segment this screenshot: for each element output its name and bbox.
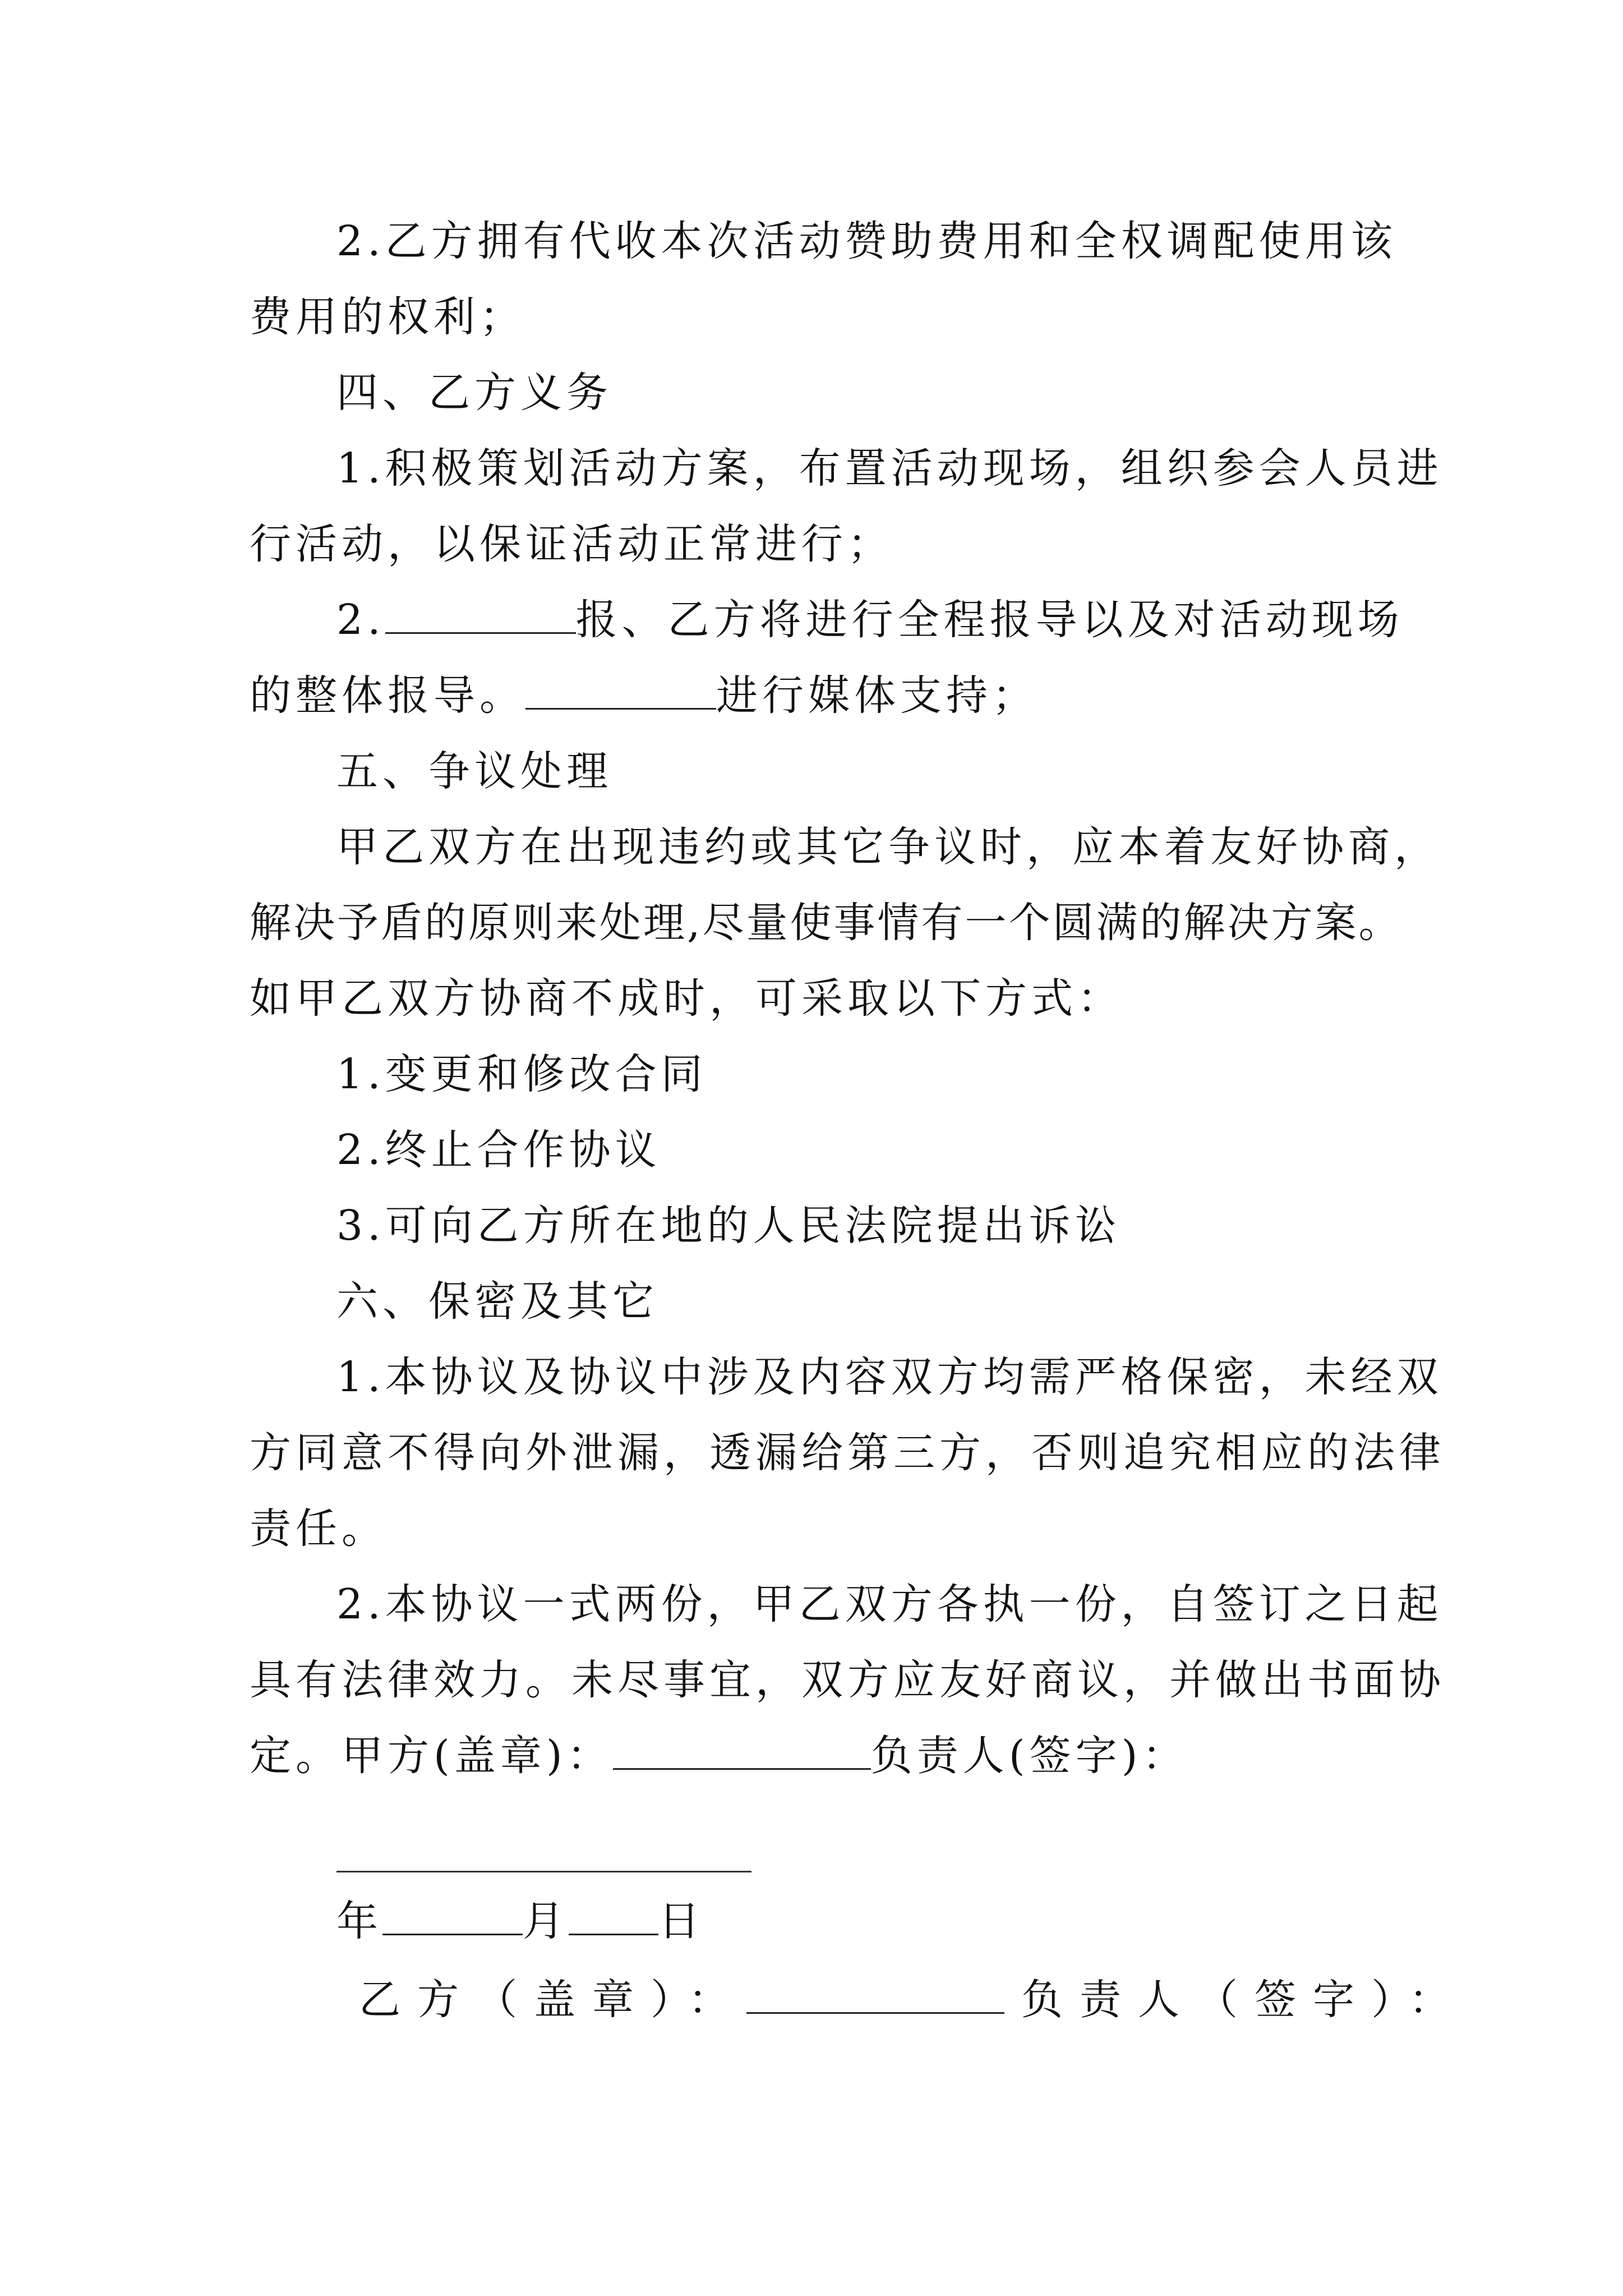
list-item: 1.变更和修改合同 [336,1050,707,1098]
month-blank[interactable] [569,1898,658,1935]
paragraph-line: 如甲乙双方协商不成时，可采取以下方式： [250,974,1123,1023]
signature-line-party-a [250,1731,1394,1781]
paragraph-line: 具有法律效力。未尽事宜，双方应友好商议，并做出书面协 [250,1656,1445,1704]
section-heading: 六、保密及其它 [336,1277,658,1326]
fill-in-blank[interactable] [525,672,716,710]
paragraph-line: 甲乙双方在出现违约或其它争议时，应本着友好协商， [336,823,1440,871]
line-text: 乙方（盖章）： [359,1976,746,2024]
line-text: 负责人（签字）： [1021,1976,1467,2024]
paragraph-line: 解决予盾的原则来处理,尽量使事情有一个圆满的解决方案。 [250,899,1403,947]
paragraph-line: 1.积极策划活动方案，布置活动现场，组织参会人员进 [336,444,1443,493]
date-line [336,1896,1402,1947]
paragraph-line [336,595,1402,645]
paragraph-line: 方同意不得向外泄漏，透漏给第三方，否则追究相应的法律 [250,1429,1445,1477]
signature-line-party-b [359,1975,1467,2025]
date-day-label: 日 [658,1897,704,1945]
paragraph-line: 2.乙方拥有代收本次活动赞助费用和全权调配使用该 [336,217,1397,265]
fill-in-blank[interactable] [385,596,576,634]
paragraph-line: 费用的权利； [250,293,525,341]
line-text: 定。甲方(盖章)： [250,1732,613,1780]
seal-blank-party-a[interactable] [613,1732,871,1770]
seal-blank-party-b[interactable] [746,1976,1004,2014]
list-item: 3.可向乙方所在地的人民法院提出诉讼 [336,1202,1121,1250]
signature-blank-party-a[interactable] [336,1871,751,1872]
line-text: 2. [336,596,385,644]
line-text: 进行媒体支持； [716,671,1038,720]
line-text: 的整体报导。 [250,671,525,720]
date-month-label: 月 [523,1897,569,1945]
paragraph-line: 2.本协议一式两份，甲乙双方各执一份，自签订之日起 [336,1580,1443,1628]
paragraph-line: 1.本协议及协议中涉及内容双方均需严格保密，未经双 [336,1353,1443,1401]
list-item: 2.终止合作协议 [336,1126,661,1174]
paragraph-line [250,670,1394,721]
section-heading: 五、争议处理 [336,747,612,795]
line-text: 负责人(签字)： [870,1732,1188,1780]
section-heading: 四、乙方义务 [336,369,612,417]
line-text: 报、乙方将进行全程报导以及对活动现场 [575,596,1404,644]
year-blank[interactable] [382,1898,523,1935]
paragraph-line: 责任。 [250,1504,388,1553]
paragraph-line: 行活动，以保证活动正常进行； [250,520,893,568]
date-year-label: 年 [336,1897,382,1945]
